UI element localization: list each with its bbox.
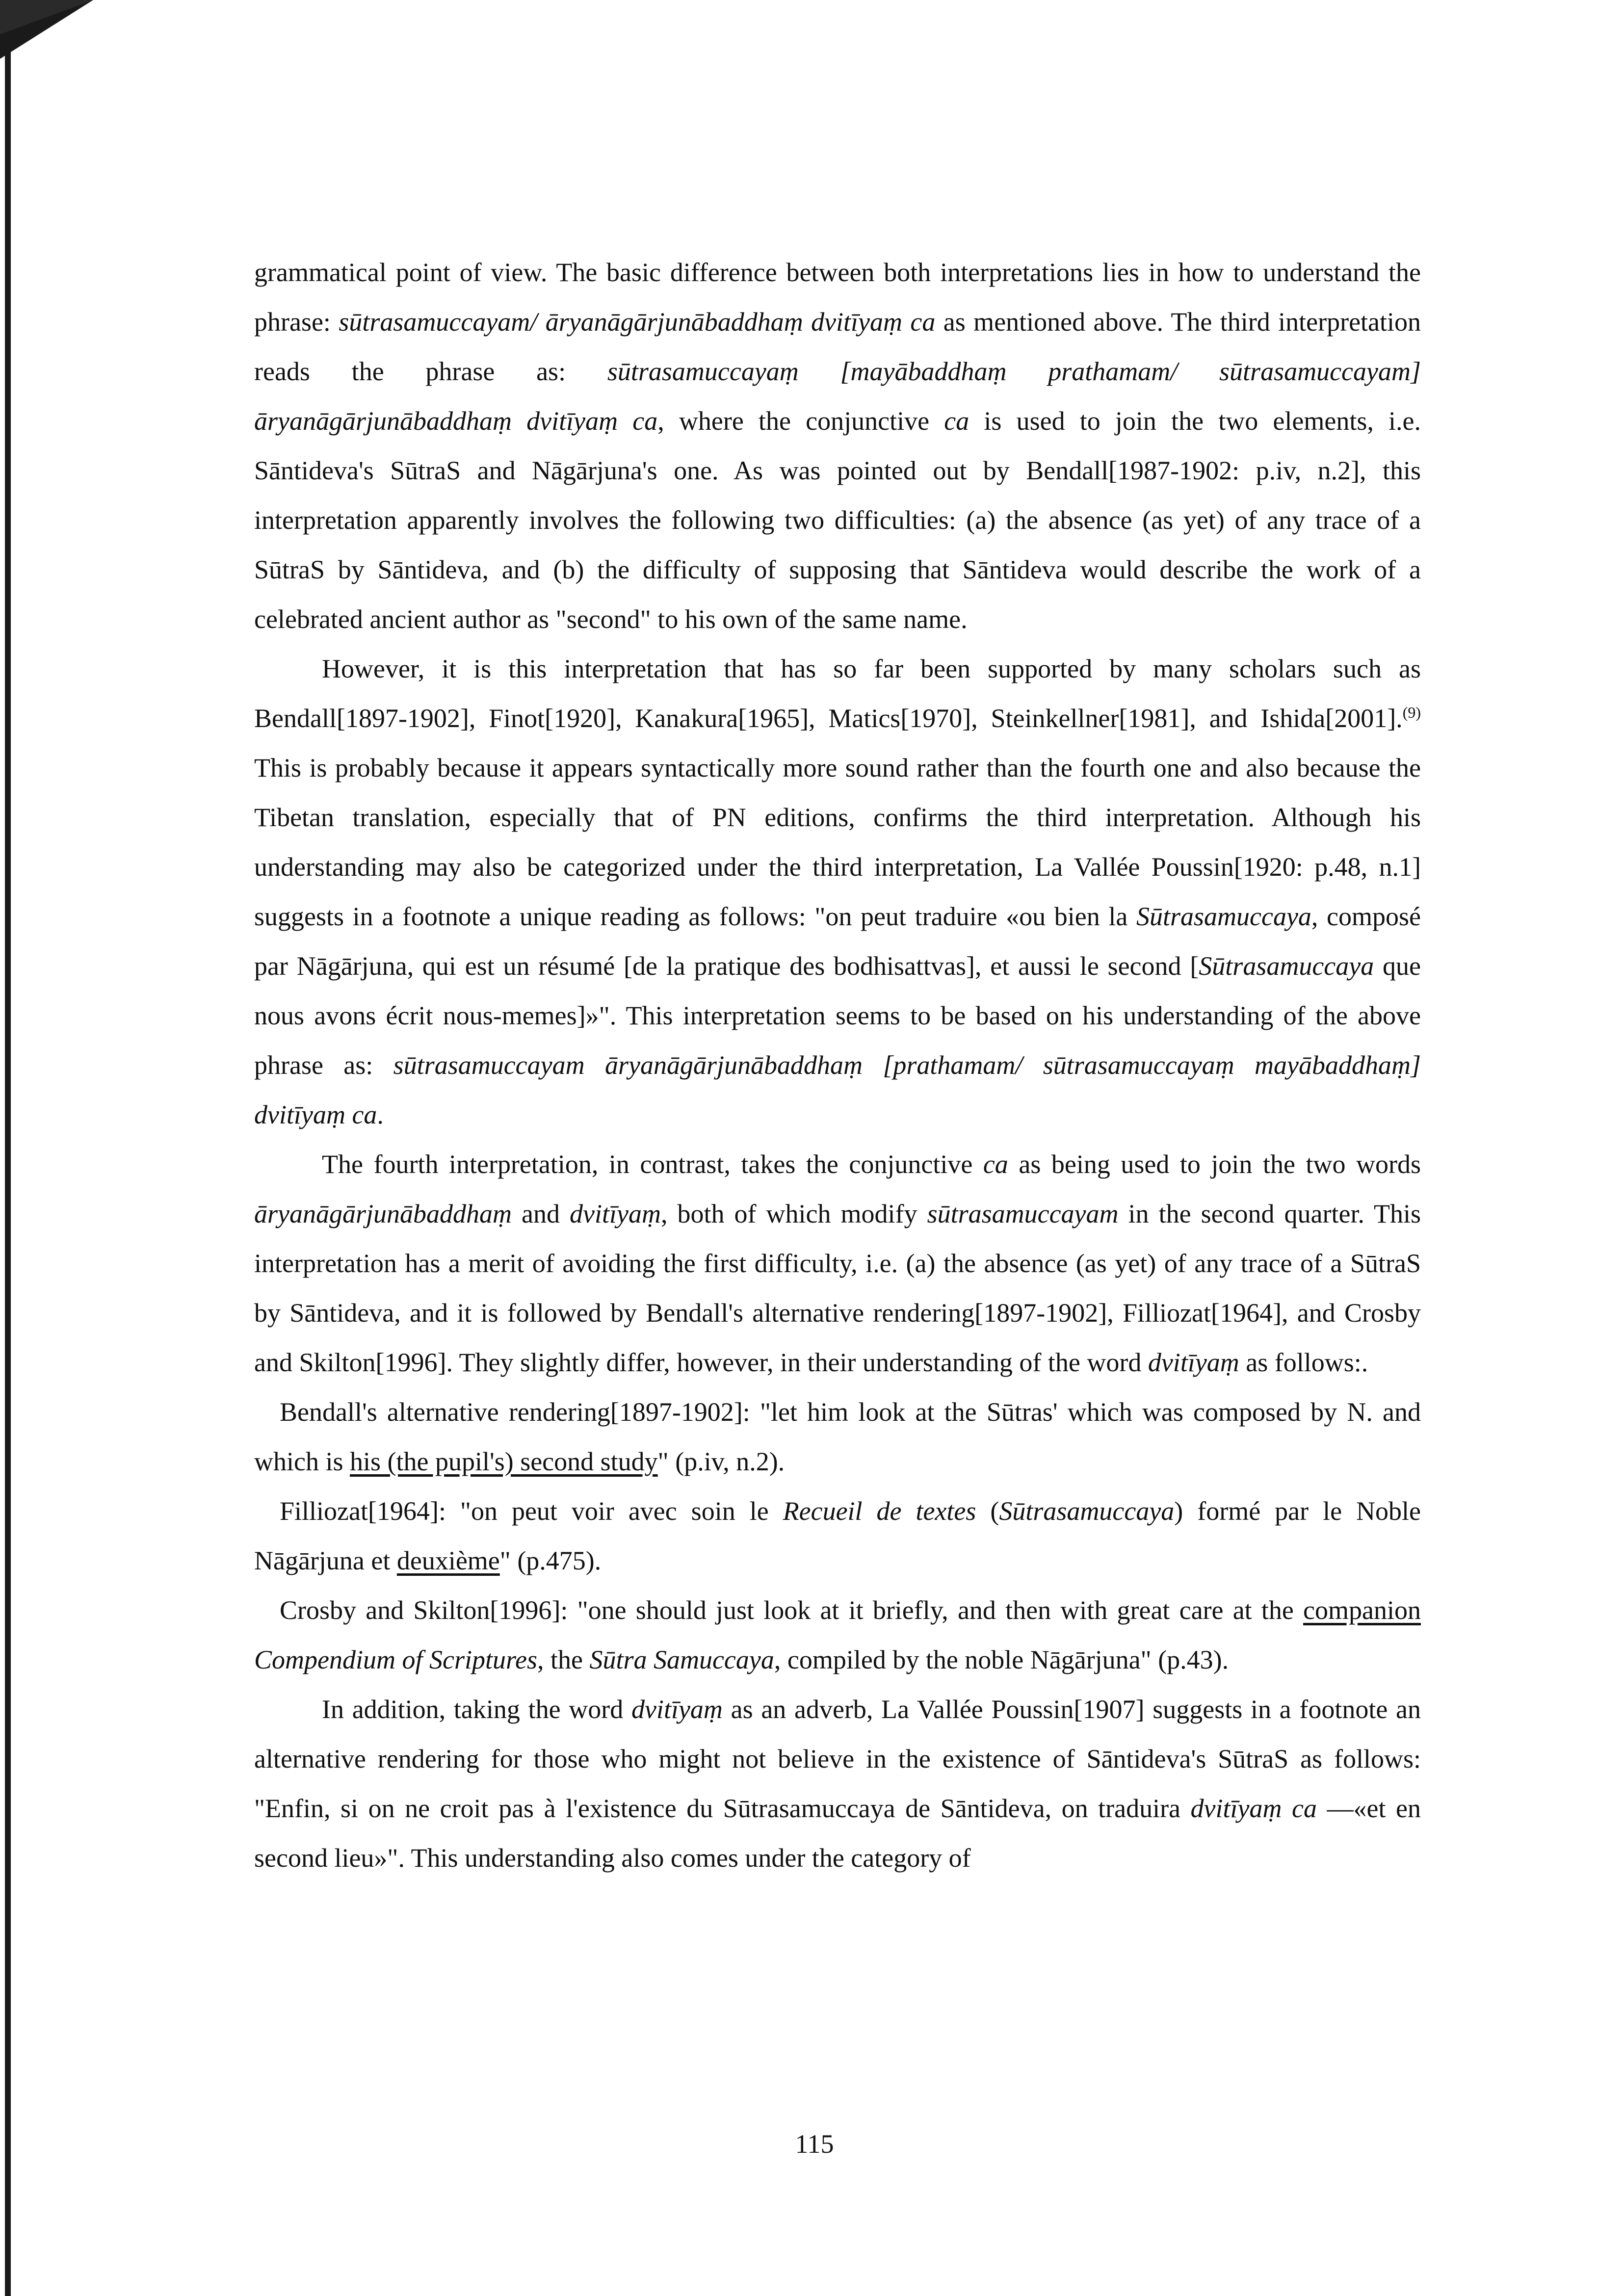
paragraph	[254, 1140, 1421, 1387]
text-span: as being used to join the two words	[1008, 1149, 1421, 1179]
text-span: in the second quarter. This interpretation has a merit of avoiding the first difficulty, i.e. (a) the absence (as yet) of any trace of a SūtraS by Sāntideva, and it is followed by Bendall's alternative rendering[1897-1902], Filliozat[1964], and Crosby and Skilton[1996]. They slightly differ, however, in their understanding of the word	[254, 1199, 1421, 1377]
text-span: que nous avons écrit nous-memes]»". This interpretation seems to be based on his understanding of the above phrase as:	[254, 951, 1421, 1080]
text-span: Filliozat[1964]: "on peut voir avec soin le	[280, 1496, 783, 1526]
text-span: , compiled by the noble Nāgārjuna" (p.43).	[774, 1645, 1229, 1674]
quotation	[254, 1387, 1421, 1487]
text-span: (	[976, 1496, 999, 1526]
italic-term: sūtrasamuccayam	[927, 1199, 1119, 1228]
italic-term: āryanāgārjunābaddhaṃ	[254, 1199, 512, 1228]
text-span: , the	[537, 1645, 590, 1674]
underlined-text: his (the pupil's) second study	[350, 1447, 658, 1476]
text-span: Crosby and Skilton[1996]: "one should just look at it briefly, and then with great care at the	[280, 1595, 1304, 1625]
italic-term: Sūtrasamuccaya	[999, 1496, 1175, 1526]
italic-term: sūtrasamuccayaṃ [mayābaddhaṃ prathamam/ sūtrasamuccayam] āryanāgārjunābaddhaṃ dvitīyaṃ ca	[254, 357, 1421, 436]
text-span: as follows:.	[1239, 1348, 1368, 1377]
text-span: is used to join the two elements, i.e. Sāntideva's SūtraS and Nāgārjuna's one. As was pointed out by Bendall[1987-1902: p.iv, n.2], this interpretation apparently involves the following two difficulties: (a) the absence (as yet) of any trace of a SūtraS by Sāntideva, and (b) the difficulty of supposing that Sāntideva would describe the work of a celebrated ancient author as "second" to his own of the same name.	[254, 406, 1421, 634]
italic-term: Sūtrasamuccaya	[1136, 902, 1311, 931]
text-span: Bendall's alternative rendering[1897-1902]: "let him look at the Sūtras' which was composed by N. and which is	[254, 1397, 1421, 1476]
text-span: and	[512, 1199, 570, 1228]
italic-term: Compendium of Scriptures	[254, 1645, 537, 1674]
text-span: However, it is this interpretation that has so far been supported by many scholars such as Bendall[1897-1902], Finot[1920], Kanakura[1965], Matics[1970], Steinkellner[1981], and Ishida[2001].	[254, 654, 1421, 733]
underlined-text: companion	[1303, 1595, 1421, 1625]
text-span: as an adverb, La Vallée Poussin[1907] suggests in a footnote an alternative rendering for those who might not believe in the existence of Sāntideva's SūtraS as follows: "Enfin, si on ne croit pas à l'existence du Sūtrasamuccaya de Sāntideva, on traduira	[254, 1695, 1421, 1823]
quotation	[254, 1586, 1421, 1685]
text-span: , composé par Nāgārjuna, qui est un résumé [de la pratique des bodhisattvas], et aussi le second [	[254, 902, 1421, 981]
italic-term: dvitīyaṃ	[570, 1199, 661, 1228]
text-span: The fourth interpretation, in contrast, takes the conjunctive	[322, 1149, 983, 1179]
body-text	[254, 248, 1421, 1883]
text-span: grammatical point of view. The basic difference between both interpretations lies in how to understand the phrase:	[254, 258, 1421, 337]
text-span: , both of which modify	[660, 1199, 927, 1228]
italic-term: dvitīyaṃ ca	[1190, 1794, 1317, 1823]
quotation	[254, 1487, 1421, 1586]
page-number: 115	[795, 2129, 834, 2159]
italic-term: ca	[983, 1149, 1008, 1179]
text-span: .	[377, 1100, 384, 1129]
text-span: —«et en second lieu»". This understanding also comes under the category of	[254, 1794, 1421, 1873]
text-span: , where the conjunctive	[657, 406, 944, 436]
italic-term: Recueil de textes	[783, 1496, 976, 1526]
text-span: " (p.iv, n.2).	[657, 1447, 785, 1476]
italic-term: dvitīyaṃ	[1148, 1348, 1239, 1377]
italic-term: Sūtrasamuccaya	[1199, 951, 1374, 981]
italic-term: sūtrasamuccayam/ āryanāgārjunābaddhaṃ dvitīyaṃ ca	[339, 307, 936, 337]
page-binding-edge	[5, 0, 11, 2296]
italic-term: dvitīyaṃ	[631, 1695, 723, 1724]
italic-term: ca	[944, 406, 969, 436]
text-span: In addition, taking the word	[322, 1695, 631, 1724]
footnote-ref: (9)	[1402, 704, 1421, 721]
paragraph	[254, 644, 1421, 1140]
paragraph	[254, 1685, 1421, 1883]
italic-term: Sūtra Samuccaya	[589, 1645, 774, 1674]
italic-term: sūtrasamuccayam āryanāgārjunābaddhaṃ [prathamam/ sūtrasamuccayaṃ mayābaddhaṃ] dvitīyaṃ ca	[254, 1050, 1421, 1129]
text-span: ) formé par le Noble Nāgārjuna et	[254, 1496, 1421, 1575]
paragraph	[254, 248, 1421, 644]
page-binding-corner-shadow	[0, 0, 93, 34]
text-span: as mentioned above. The third interpretation reads the phrase as:	[254, 307, 1421, 386]
text-span: " (p.475).	[499, 1546, 602, 1575]
text-span: This is probably because it appears syntactically more sound rather than the fourth one and also because the Tibetan translation, especially that of PN editions, confirms the third interpretation. Although his understanding may also be categorized under the third interpretation, La Vallée Poussin[1920: p.48, n.1] suggests in a footnote a unique reading as follows: "on peut traduire «ou bien la	[254, 753, 1421, 931]
underlined-text: deuxième	[396, 1546, 500, 1575]
